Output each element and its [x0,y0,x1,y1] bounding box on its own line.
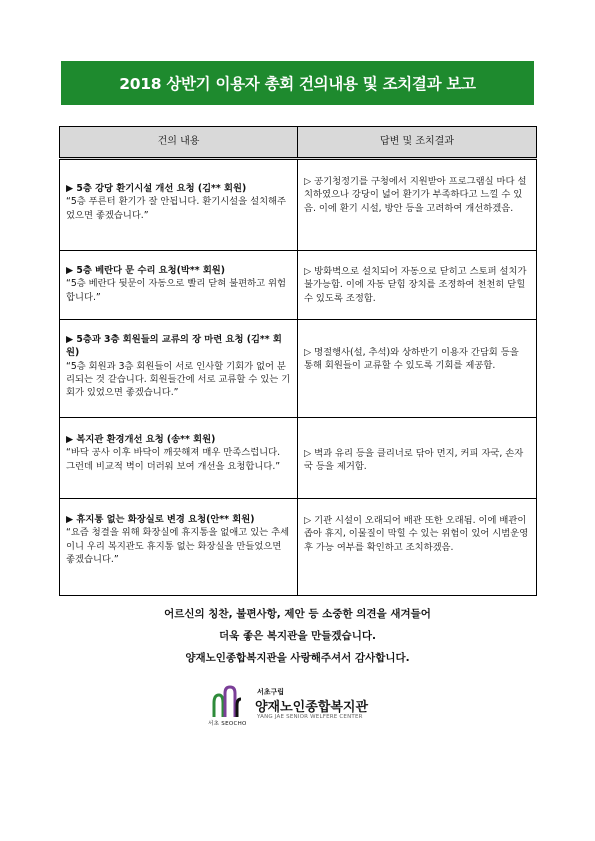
closing-line: 양재노인종합복지관을 사랑해주셔서 감사합니다. [185,652,410,664]
answer-cell [298,251,537,320]
header-request: 건의 내용 [60,127,298,159]
answer-text: ▷ 벽과 유리 등을 클리너로 닦아 먼지, 커피 자국, 손자국 등을 제거함. [304,448,524,473]
header-answer: 답변 및 조치결과 [298,127,537,159]
request-body: “5층 푸른터 환기가 잘 안됩니다. 환기시설을 설치해주었으면 좋겠습니다.” [66,196,287,221]
logo-english-name: YANG JAE SENIOR WELFERE CENTER [257,714,363,720]
request-cell [60,159,298,251]
request-body: “5층 베란다 뒷문이 자동으로 빨리 닫혀 불편하고 위험합니다.” [66,278,287,303]
closing-line: 더욱 좋은 복지관을 만들겠습니다. [219,630,376,642]
table-row [60,499,537,596]
answer-text: ▷ 공기청정기를 구청에서 지원받아 프로그램실 마다 설치하였으나 강당이 넓어 환기가 부족하다고 느낄 수 있음. 이에 환기 시설, 방안 등을 고려하여 개선하겠음. [304,176,527,214]
request-body: “요즘 청결을 위해 화장실에 휴지통을 없애고 있는 추세이니 우리 복지관도 휴지통 없는 화장실을 만들었으면 좋겠습니다.” [66,527,290,565]
answer-cell [298,418,537,499]
answer-cell [298,159,537,251]
request-title: ▶ 복지관 환경개선 요청 (송** 회원) [66,434,216,445]
table-row [60,251,537,320]
logo-district: 서초구립 [257,688,285,696]
request-title: ▶ 5층과 3층 회원들의 교류의 장 마련 요청 (김** 회원) [66,334,282,359]
answer-text: ▷ 명절행사(설, 추석)와 상하반기 이용자 간담회 등을 통해 회원들이 교류할 수 있도록 기회를 제공함. [304,347,519,372]
answer-text: ▷ 기관 시설이 오래되어 배관 또한 오래됨. 이에 배관이 좁아 휴지, 이물질이 막힐 수 있는 위험이 있어 시범운영 후 가능 여부를 확인하고 조치하겠음. [304,515,529,553]
closing-message [0,603,595,669]
table-row [60,418,537,499]
emblem-caption: 서초 SEOCHO [208,721,247,727]
table-row [60,159,537,251]
request-cell [60,251,298,320]
request-title: ▶ 5층 강당 환기시설 개선 요청 (김** 회원) [66,183,247,194]
center-logo [205,683,405,727]
page-title: 2018 상반기 이용자 총회 건의내용 및 조치결과 보고 [61,61,534,105]
table-row [60,320,537,418]
closing-line: 어르신의 칭찬, 불편사항, 제안 등 소중한 의견을 새겨들어 [164,608,431,620]
request-body: “바닥 공사 이후 바닥이 깨끗해져 매우 만족스럽니다. 그런데 비교적 벽이 더러워 보여 개선을 요청합니다.” [66,447,281,472]
request-cell [60,320,298,418]
request-title: ▶ 휴지통 없는 화장실로 변경 요청(안** 회원) [66,514,255,525]
request-title: ▶ 5층 베란다 문 수리 요청(박** 회원) [66,265,226,276]
logo-name: 양재노인종합복지관 [255,700,369,715]
request-cell [60,499,298,596]
answer-text: ▷ 방화벽으로 설치되어 자동으로 닫히고 스토퍼 설치가 불가능함. 이에 자동 닫힘 장치를 조정하여 천천히 닫힐 수 있도록 조정함. [304,266,527,304]
table-header-row [60,127,537,159]
answer-cell [298,499,537,596]
request-body: “5층 회원과 3층 회원들이 서로 인사할 기회가 없어 분리되는 것 같습니다. 회원들간에 서로 교류할 수 있는 기회가 있었으면 좋겠습니다.” [66,360,291,399]
answer-cell [298,320,537,418]
report-table [59,126,537,596]
seocho-emblem-icon [210,685,244,719]
request-cell [60,418,298,499]
